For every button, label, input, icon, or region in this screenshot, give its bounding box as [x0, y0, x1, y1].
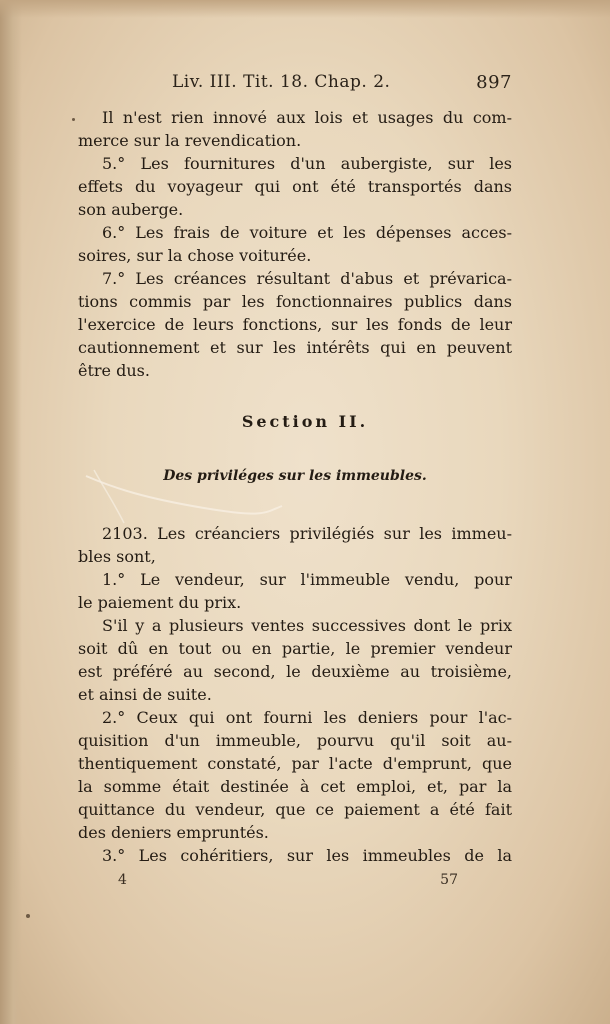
text-line: 2.° Ceux qui ont fourni les deniers pour l'ac-: [102, 708, 512, 727]
text-block-bottom: [78, 522, 512, 867]
text-line: tions commis par les fonctionnaires publics dans: [78, 292, 512, 311]
section-subtitle: Des priviléges sur les immeubles.: [163, 468, 427, 484]
signature-right: 57: [440, 872, 458, 888]
text-line: est préféré au second, le deuxième au troisième,: [78, 662, 512, 681]
section-heading: Section II.: [241, 412, 369, 431]
signature-left: 4: [118, 872, 127, 888]
text-line: quittance du vendeur, que ce paiement a été fait: [78, 800, 512, 819]
text-line: effets du voyageur qui ont été transportés dans: [78, 177, 512, 196]
text-line: l'exercice de leurs fonctions, sur les fonds de leur: [78, 315, 512, 334]
text-line: 3.° Les cohéritiers, sur les immeubles de la: [102, 846, 512, 865]
top-edge-shadow: [0, 0, 610, 18]
text-line: être dus.: [78, 361, 150, 380]
text-line: soit dû en tout ou en partie, le premier vendeur: [78, 639, 512, 658]
text-line: soires, sur la chose voiturée.: [78, 246, 312, 265]
text-line: cautionnement et sur les intérêts qui en peuvent: [78, 338, 512, 357]
text-line: son auberge.: [78, 200, 184, 219]
signature-mark: [118, 872, 458, 888]
text-line: Il n'est rien innové aux lois et usages du com-: [102, 108, 512, 127]
running-head-title: Liv. III. Tit. 18. Chap. 2.: [172, 72, 391, 92]
binding-shadow: [0, 0, 22, 1024]
text-block-top: [78, 106, 512, 382]
text-line: 7.° Les créances résultant d'abus et prévarica-: [102, 269, 512, 288]
running-header: [172, 72, 512, 92]
text-line: 1.° Le vendeur, sur l'immeuble vendu, pour: [102, 570, 512, 589]
text-line: 5.° Les fournitures d'un aubergiste, sur les: [102, 154, 512, 173]
text-line: le paiement du prix.: [78, 593, 242, 612]
text-line: quisition d'un immeuble, pourvu qu'il soit au-: [78, 731, 512, 750]
text-line: merce sur la revendication.: [78, 131, 302, 150]
text-line: S'il y a plusieurs ventes successives dont le prix: [102, 616, 512, 635]
text-line: thentiquement constaté, par l'acte d'emprunt, que: [78, 754, 512, 773]
ink-spot: [72, 118, 75, 121]
text-line: la somme était destinée à cet emploi, et, par la: [78, 777, 512, 796]
text-line: bles sont,: [78, 547, 156, 566]
text-line: des deniers empruntés.: [78, 823, 269, 842]
text-line: 2103. Les créanciers privilégiés sur les immeu-: [102, 524, 512, 543]
text-line: 6.° Les frais de voiture et les dépenses acces-: [102, 223, 512, 242]
text-line: et ainsi de suite.: [78, 685, 212, 704]
page-number: 897: [476, 72, 512, 93]
ink-spot: [26, 914, 30, 918]
